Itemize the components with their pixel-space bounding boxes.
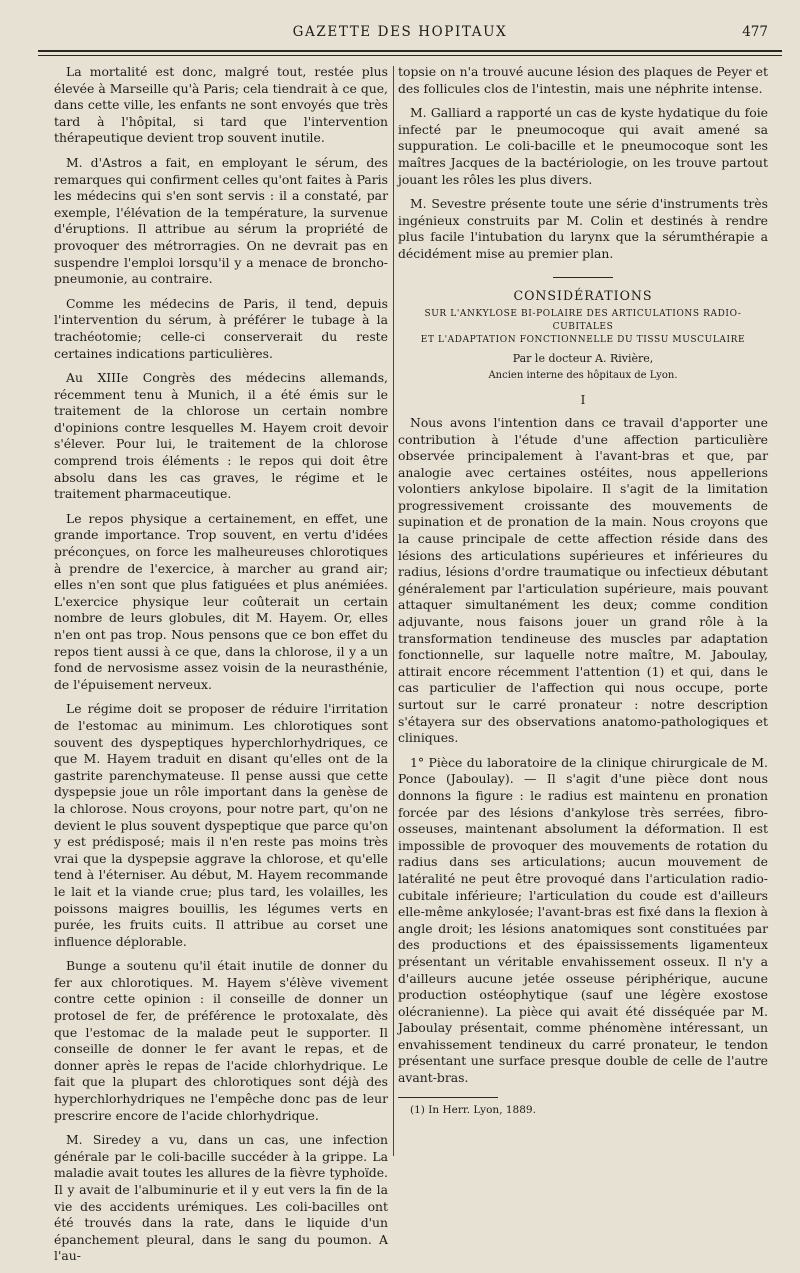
footnote: (1) In Herr. Lyon, 1889. [410, 1103, 536, 1116]
paragraph-regime: Le régime doit se proposer de réduire l'irritation de l'estomac au minimum. Les chlorotiques sont souvent des dyspeptiques hyperchlorhydriques, ce que M. Hayem traduit en disant qu'elles ont de la gastrite parenchymateuse. Il pense aussi que cette dyspepsie joue un rôle important dans la genèse de la chlorose. Nous croyons, pour notre part, qu'on ne devient le plus souvent dyspeptique que parce qu'on y est prédisposé; mais il n'en reste pas moins très vrai que la dyspepsie aggrave la chlorose, et qu'elle tend à l'éterniser. Au début, M. Hayem recommande le lait et la viande crue; plus tard, les volailles, les poissons maigres bouillis, les légumes verts en purée, les fruits cuits. Il attribue au corset une influence déplorable. [54, 701, 388, 949]
paragraph-bunge: Bunge a soutenu qu'il était inutile de donner du fer aux chlorotiques. M. Hayem s'élève vivement contre cette opinion : il conseille de donner un protosel de fer, de préférence le protoxalate, dès que l'estomac de la malade peut le supporter. Il conseille de donner le fer avant le repas, et de donner après le repas de l'acide chlorhydrique. Le fait que la plupart des chlorotiques sont déjà des hyperchlorhydriques ne l'empêche donc pas de leur prescrire encore de l'acide chlorhydrique. [54, 958, 388, 1123]
article-paragraph-intro: Nous avons l'intention dans ce travail d'apporter une contribution à l'étude d'une affection particulière observée principalement à l'avant-bras et que, par analogie avec certaines ostéites, nous appellerions volontiers ankylose bipolaire. Il s'agit de la limitation progressivement croissante des mouvements de supination et de pronation de la main. Nous croyons que la cause principale de cette affection réside dans des lésions des articulations supérieures et inférieures du radius, lésions d'ordre traumatique ou infectieux débutant généralement par l'articulation supérieure, mais pouvant attaquer simultanément les deux; comme condition adjuvante, nous faisons jouer un grand rôle à la transformation tendineuse des muscles par adaptation fonctionnelle, sur laquelle notre maître, M. Jaboulay, attirait encore récemment l'attention (1) et qui, dans le cas particulier de l'affection qui nous occupe, porte surtout sur le carré pronateur : notre description s'étayera sur des observations anatomo-pathologiques et cliniques. [398, 414, 768, 746]
paragraph-congress: Au XIIIe Congrès des médecins allemands, récemment tenu à Munich, il a été émis sur le traitement de la chlorose un certain nombre d'opinions contre lesquelles M. Hayem croit devoir s'élever. Pour lui, le traitement de la chlorose comprend trois éléments : le repos qui doit être absolu dans les cas graves, le régime et le traitement pharmaceutique. [54, 370, 388, 502]
article-author: Par le docteur A. Rivière, [512, 352, 654, 366]
right-column [398, 64, 768, 1126]
paragraph-autopsie: topsie on n'a trouvé aucune lésion des plaques de Peyer et des follicules clos de l'intestin, mais une néphrite intense. [398, 64, 768, 96]
header-rule-thin [38, 55, 782, 56]
article-paragraph-piece: 1° Pièce du laboratoire de la clinique chirurgicale de M. Ponce (Jaboulay). — Il s'agit d'une pièce dont nous donnons la figure : le radius est maintenu en pronation forcée par des lésions d'ankylose très serrées, fibro-osseuses, maintenant absolument la déformation. Il est impossible de provoquer des mouvements de rotation du radius dans ses articulations; aucun mouvement de latéralité ne peut être provoqué dans l'articulation radio-cubitale inférieure; l'articulation du coude est d'ailleurs elle-même ankylosée; l'avant-bras est fixé dans la flexion à angle droit; les lésions anatomiques sont constituées par des productions et des épaississements ligamenteux présentant un véritable envahissement osseux. Il n'y a d'ailleurs aucune jetée osseuse périphérique, aucune production ostéophytique (sauf une légère exostose olécranienne). La pièce qui avait été disséquée par M. Jaboulay présentait, comme phénomène intéressant, un envahissement tendineux du carré pronateur, le tendon présentant une surface presque double de celle de l'autre avant-bras. [398, 754, 768, 1086]
header-rule [38, 50, 782, 52]
section-number: I [580, 393, 586, 408]
column-divider [393, 66, 394, 1156]
journal-title: GAZETTE DES HOPITAUX [292, 24, 508, 40]
left-column [54, 64, 388, 1273]
footnote-rule [398, 1097, 498, 1098]
article-heading: CONSIDÉRATIONS [513, 287, 653, 303]
paragraph-dastros: M. d'Astros a fait, en employant le sérum, des remarques qui confirment celles qu'ont faites à Paris les médecins qui s'en sont servis : il a constaté, par exemple, l'élévation de la température, la survenue d'éruptions. Il attribue au sérum la propriété de provoquer des métrorragies. On ne devrait pas en suspendre l'emploi lorsqu'il y a menace de broncho-pneumonie, au contraire. [54, 154, 388, 287]
paragraph-mortality: La mortalité est donc, malgré tout, restée plus élevée à Marseille qu'à Paris; cela tiendrait à ce que, dans cette ville, les enfants ne sont envoyés que très tard à l'hôpital, si tard que l'intervention thérapeutique devient trop souvent inutile. [54, 64, 388, 146]
paragraph-galliard: M. Galliard a rapporté un cas de kyste hydatique du foie infecté par le pneumocoque qui avait amené sa suppuration. Le coli-bacille et le pneumocoque sont les maîtres Jacques de la bactériologie, on les trouve partout jouant les rôles les plus divers. [398, 105, 768, 187]
article-subtitle-line2: ET L'ADAPTATION FONCTIONNELLE DU TISSU MUSCULAIRE [420, 335, 746, 346]
page-number: 477 [742, 24, 768, 40]
running-head [0, 24, 800, 44]
paragraph-tubage: Comme les médecins de Paris, il tend, depuis l'intervention du sérum, à préférer le tubage à la trachéotomie; celle-ci conserverait du reste certaines indications particulières. [54, 295, 388, 361]
paragraph-repos: Le repos physique a certainement, en effet, une grande importance. Trop souvent, en vertu d'idées préconçues, on force les malheureuses chlorotiques à prendre de l'exercice, à marcher au grand air; elles n'en sont que plus fatiguées et plus anémiées. L'exercice physique leur coûterait un certain nombre de leurs globules, dit M. Hayem. Or, elles n'en ont pas trop. Nous pensons que ce bon effet du repos tient aussi à ce que, dans la chlorose, il y a un fond de nervosisme assez voisin de la neurasthénie, de l'épuisement nerveux. [54, 510, 388, 692]
article-subtitle-line1: SUR L'ANKYLOSE BI-POLAIRE DES ARTICULATIONS RADIO-CUBITALES [424, 309, 742, 333]
article-affiliation: Ancien interne des hôpitaux de Lyon. [488, 369, 678, 381]
section-ornament [553, 277, 613, 278]
paragraph-sevestre: M. Sevestre présente toute une série d'instruments très ingénieux construits par M. Colin et destinés à rendre plus facile l'intubation du larynx que la sérumthérapie a décidément mise au premier plan. [398, 196, 768, 261]
paragraph-siredey: M. Siredey a vu, dans un cas, une infection générale par le coli-bacille succéder à la grippe. La maladie avait toutes les allures de la fièvre typhoïde. Il y avait de l'albuminurie et il y eut vers la fin de la vie des accidents urémiques. Les coli-bacilles ont été trouvés dans la rate, dans le liquide d'un épanchement pleural, dans le sang du poumon. A l'au- [54, 1132, 388, 1264]
